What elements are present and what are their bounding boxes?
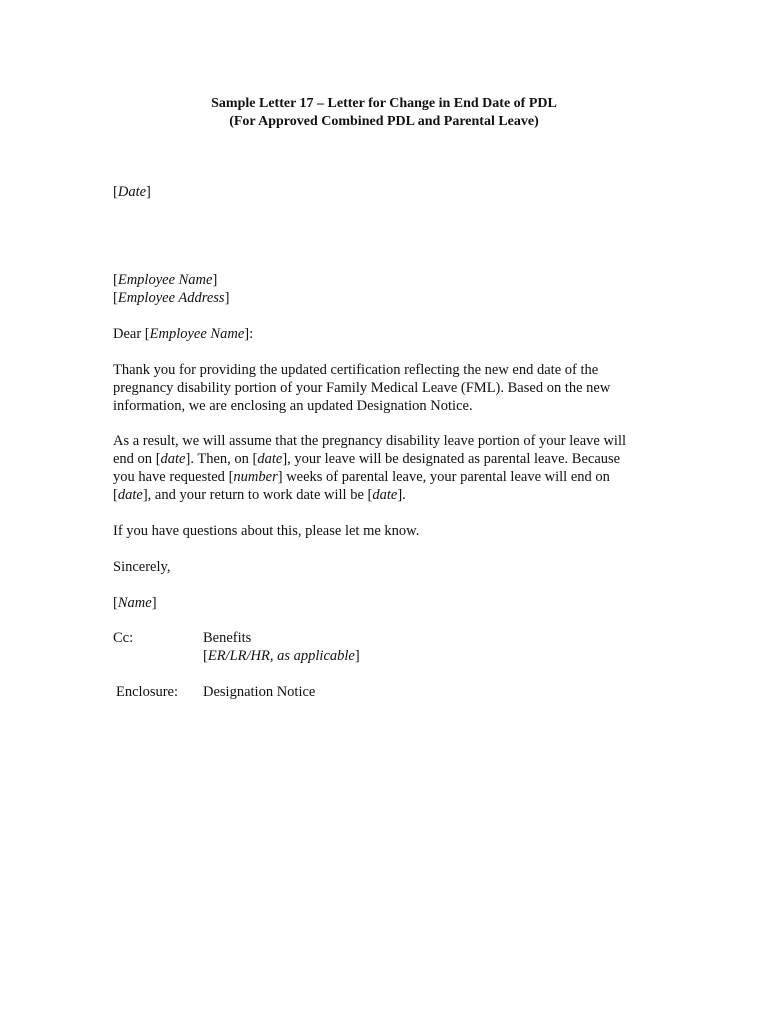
date-placeholder: Date (117, 184, 147, 200)
employee-address-placeholder: Employee Address (117, 290, 225, 306)
salutation: Dear [Employee Name]: (113, 326, 254, 342)
recipient-address: [Employee Address] (113, 290, 230, 306)
paragraph-2-line: you have requested [number] weeks of parental leave, your parental leave will end on (113, 469, 610, 485)
cc-block: Cc: Benefits [ER/LR/HR, as applicable] (113, 630, 360, 664)
text-run: you have requested (113, 469, 229, 485)
salutation-name: Employee Name (149, 326, 245, 342)
enclosure-value: Designation Notice (203, 684, 316, 700)
date-placeholder: date (160, 451, 186, 467)
enclosure-block (116, 683, 315, 701)
cc-label: Cc: (113, 630, 134, 646)
salutation-prefix: Dear (113, 326, 145, 342)
text-run: . Then, on (190, 451, 253, 467)
enclosure-label: Enclosure: (116, 684, 179, 700)
questions-line: If you have questions about this, please let me know. (113, 523, 420, 539)
recipient-name: [Employee Name] (113, 272, 218, 288)
recipient-block (113, 271, 673, 307)
paragraph-1-line: Thank you for providing the updated certification reflecting the new end date of the (113, 362, 599, 378)
employee-name-placeholder: Employee Name (117, 272, 213, 288)
paragraph-2-line: [date], and your return to work date will be [date]. (113, 487, 406, 503)
paragraph-1-line: information, we are enclosing an updated Designation Notice. (113, 398, 473, 414)
text-run: , your leave will be designated as parental leave. Because (287, 451, 621, 467)
date-line: [Date] (113, 184, 151, 200)
date-placeholder: date (117, 487, 143, 503)
paragraph-2-line: end on [date]. Then, on [date], your leave will be designated as parental leave. Because (113, 451, 621, 467)
text-run: , and your return to work date will be (147, 487, 368, 503)
title-line-1: Sample Letter 17 – Letter for Change in End Date of PDL (211, 96, 557, 111)
paragraph-1-line: pregnancy disability portion of your Family Medical Leave (FML). Based on the new (113, 380, 611, 396)
cc-line-2: ER/LR/HR, as applicable (207, 648, 355, 664)
letter-title (0, 95, 768, 131)
date-placeholder: date (257, 451, 283, 467)
paragraph-2 (113, 432, 673, 504)
number-placeholder: number (233, 469, 278, 485)
closing: Sincerely, (113, 559, 171, 575)
text-run: . (402, 487, 406, 503)
paragraph-1 (113, 361, 673, 415)
text-run: weeks of parental leave, your parental leave will end on (282, 469, 610, 485)
paragraph-2-line: As a result, we will assume that the pregnancy disability leave portion of your leave will (113, 433, 627, 449)
date-placeholder: date (372, 487, 398, 503)
cc-line-1: Benefits (203, 630, 252, 646)
title-line-2: (For Approved Combined PDL and Parental Leave) (229, 114, 539, 129)
signer-line: [Name] (113, 595, 157, 611)
salutation-suffix: : (249, 326, 254, 342)
signer-placeholder: Name (117, 595, 152, 611)
text-run: end on (113, 451, 156, 467)
